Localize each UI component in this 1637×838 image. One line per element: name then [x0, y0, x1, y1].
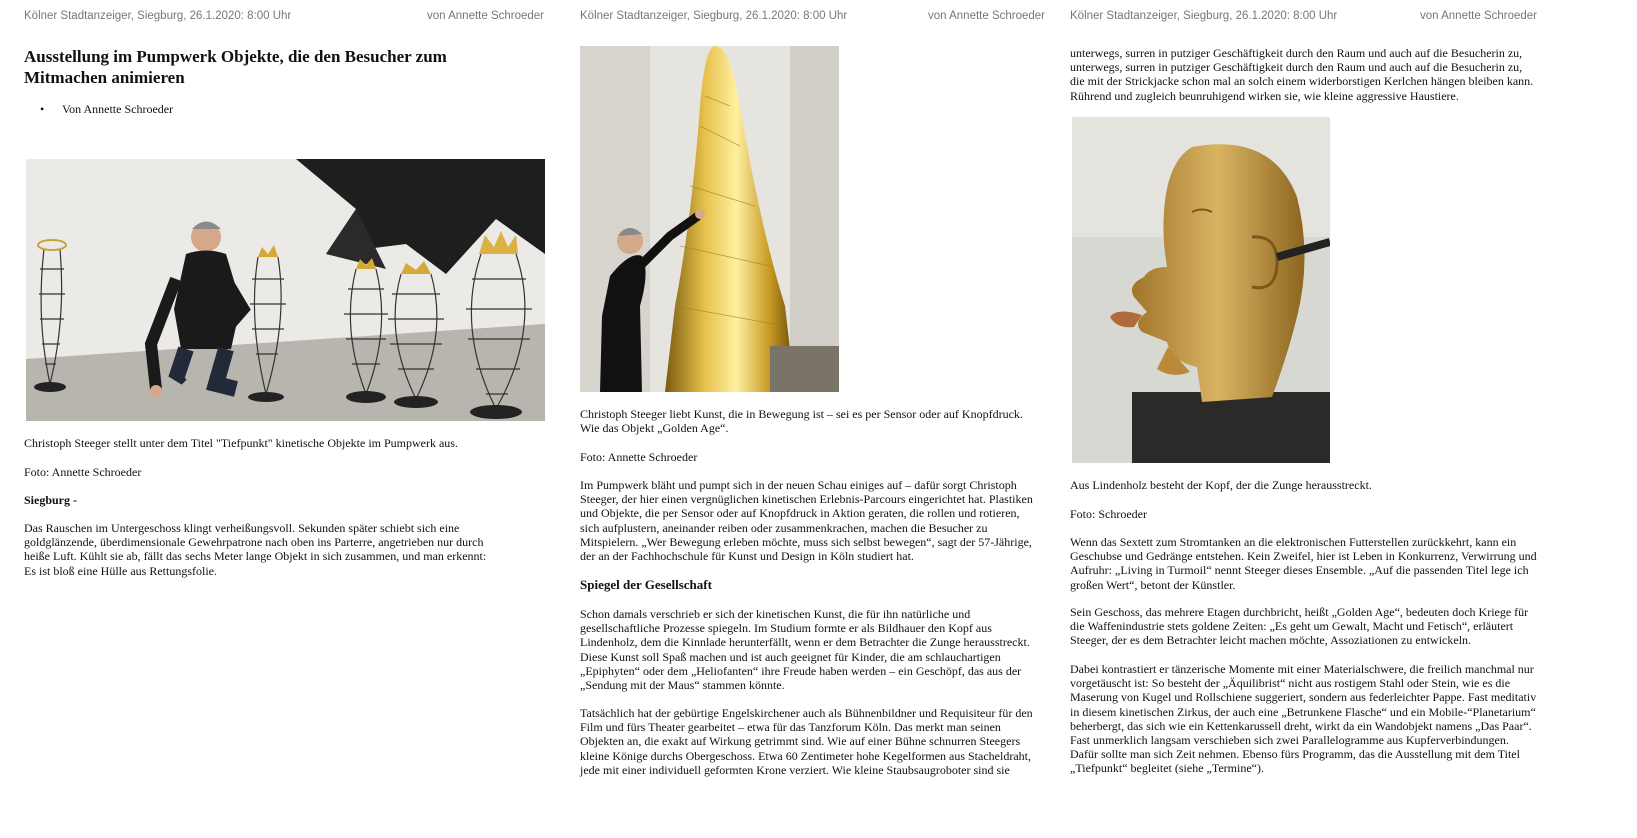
photo-caption: Christoph Steeger liebt Kunst, die in Bewegung ist – sei es per Sensor oder auf Knopfdruck. Wie das Objekt „Golden Age“. — [580, 407, 1023, 436]
photo-golden-bullet-icon — [580, 46, 839, 392]
photo-credit: Foto: Annette Schroeder — [580, 450, 698, 464]
paragraph: Dabei kontrastiert er tänzerische Momente mit einer Materialschwere, die freilich manchmal nur vorgetäuscht ist: So besteht der „Äquilibrist“ nicht aus rostigem Stahl oder Stein, wie es die Maserung von Kugel und Rollschiene suggeriert, sondern aus federleichter Pappe. Fast meditativ in diesem kinetischen Zirkus, der auch eine „Betrunkene Flasche“ und ein Mobile-“Planetarium“ beherbergt, das sich wie ein Kettenkarussell dreht, wirkt da ein Wandobjekt namens „Das Paar“. Fast unmerklich langsam verschieben sich zwei Parallelogramme aus Kupferverbindungen. Dafür sollte man sich Zeit nehmen. Ebenso fürs Programm, das die Ausstellung mit dem Titel „Tiefpunkt“ begleitet (siehe „Termine“). — [1070, 662, 1537, 776]
photo-caption: Aus Lindenholz besteht der Kopf, der die Zunge herausstreckt. — [1070, 478, 1372, 492]
page-column-3 — [1070, 0, 1537, 838]
header-author: von Annette Schroeder — [427, 10, 544, 22]
header-source: Kölner Stadtanzeiger, Siegburg, 26.1.2020: 8:00 Uhr — [1070, 10, 1338, 22]
paragraph: Sein Geschoss, das mehrere Etagen durchbricht, heißt „Golden Age“, bedeuten doch Kriege für die Waffenindustrie stets goldene Zeiten: „Es geht um Gewalt, Macht und Fetisch“, erläutert Steeger, der es dem Betrachter leicht machen möchte, Assoziationen zu entwickeln. — [1070, 605, 1529, 648]
page-column-1 — [24, 0, 544, 838]
byline-text: Von Annette Schroeder — [62, 102, 174, 116]
header-author: von Annette Schroeder — [928, 10, 1045, 22]
article-title: Ausstellung im Pumpwerk Objekte, die den Besucher zum Mitmachen animieren — [24, 47, 447, 87]
photo-caption: Christoph Steeger stellt unter dem Titel "Tiefpunkt" kinetische Objekte im Pumpwerk aus. — [24, 436, 458, 450]
photo-credit: Foto: Schroeder — [1070, 507, 1147, 521]
paragraph: Im Pumpwerk bläht und pumpt sich in der neuen Schau einiges auf – dafür sorgt Christoph Steeger, der hier einen vergnüglichen kinetischen Erlebnis-Parcours eingerichtet hat. Plastiken und Objekte, die per Sensor oder auf Knopfdruck in Aktion geraten, die rollen und rotieren, sich aufplustern, aneinander reiben oder zusammenkrachen, machen die Besucher zu Mitspielern. „Wer Bewegung erleben möchte, muss sich selbst bewegen“, sagt der 57-Jährige, der an der Fachhochschule für Kunst und Design in Köln studiert hat. — [580, 478, 1033, 564]
paragraph: Wenn das Sextett zum Stromtanken an die elektronischen Futterstellen zurückkehrt, kann ein Geschubse und Gedränge entstehen. Kein Zweifel, hier ist Leben in Konkurrenz, Verwirrung und Aufruhr: „Living in Turmoil“ nennt Steeger dieses Ensemble. „Auf die passenden Titel lege ich großen Wert“, betont der Künstler. — [1070, 535, 1537, 592]
paragraph: unterwegs, surren in putziger Geschäftigkeit durch den Raum und auch auf die Besucherin zu, unterwegs, surren in putziger Geschäftigkeit durch den Raum und auch auf die Besucherin zu, die mit der Strickjacke schon mal an solch einem widerborstigen Kerlchen hängen bleiben kann. Rührend und zugleich beunruhigend wirken sie, wie kleine aggressive Haustiere. — [1070, 46, 1534, 103]
photo-wooden-head — [1072, 117, 1330, 463]
paragraph: Schon damals verschrieb er sich der kinetischen Kunst, die für ihn natürliche und gesellschaftliche Prozesse spiegeln. Im Studium formte er als Bildhauer den Kopf aus Lindenholz, dem die Kinnlade herunterfällt, wenn er dem Betrachter die Zunge herausstreckt. Diese Kunst soll Spaß machen und ist auch geeignet für Kinder, die am schlauchartigen „Epiphyten“ oder dem „Heliofanten“ ihre Freude haben werden – ein Geschöpf, das aus der „Sendung mit der Maus“ stammen könnte. — [580, 607, 1030, 693]
photo-wooden-head-icon — [1072, 117, 1330, 463]
subheading: Spiegel der Gesellschaft — [580, 577, 712, 592]
header-source: Kölner Stadtanzeiger, Siegburg, 26.1.2020: 8:00 Uhr — [580, 10, 848, 22]
page-column-2 — [580, 0, 1045, 838]
paragraph: Tatsächlich hat der gebürtige Engelskirchener auch als Bühnenbildner und Requisiteur für den Film und fürs Theater gearbeitet – etwa für das Tanzforum Köln. Das merkt man seinen Objekten an, die exakt auf Wirkung getrimmt sind. Wie auf einer Bühne schnurren Steegers kleine Könige durchs Obergeschoss. Etwa 60 Zentimeter hohe Kegelformen aus Stacheldraht, jede mit einer individuell geformten Krone verziert. Wie kleine Staubsaugroboter sind sie — [580, 706, 1033, 777]
dateline: Siegburg - — [24, 493, 78, 507]
header-author: von Annette Schroeder — [1420, 10, 1537, 22]
paragraph: Das Rauschen im Untergeschoss klingt verheißungsvoll. Sekunden später schiebt sich eine goldglänzende, überdimensionale Gewehrpatrone nach oben ins Parterre, angetrieben nur durch heiße Luft. Kühlt sie ab, fällt das sechs Meter lange Objekt in sich zusammen, und man erkennt: Es ist bloß eine Hülle aus Rettungsfolie. — [24, 521, 487, 578]
photo-credit: Foto: Annette Schroeder — [24, 465, 142, 479]
header-source: Kölner Stadtanzeiger, Siegburg, 26.1.2020: 8:00 Uhr — [24, 10, 292, 22]
byline — [42, 102, 173, 117]
photo-artist-icon — [26, 159, 545, 421]
photo-golden-age — [580, 46, 839, 392]
photo-artist — [26, 159, 545, 421]
